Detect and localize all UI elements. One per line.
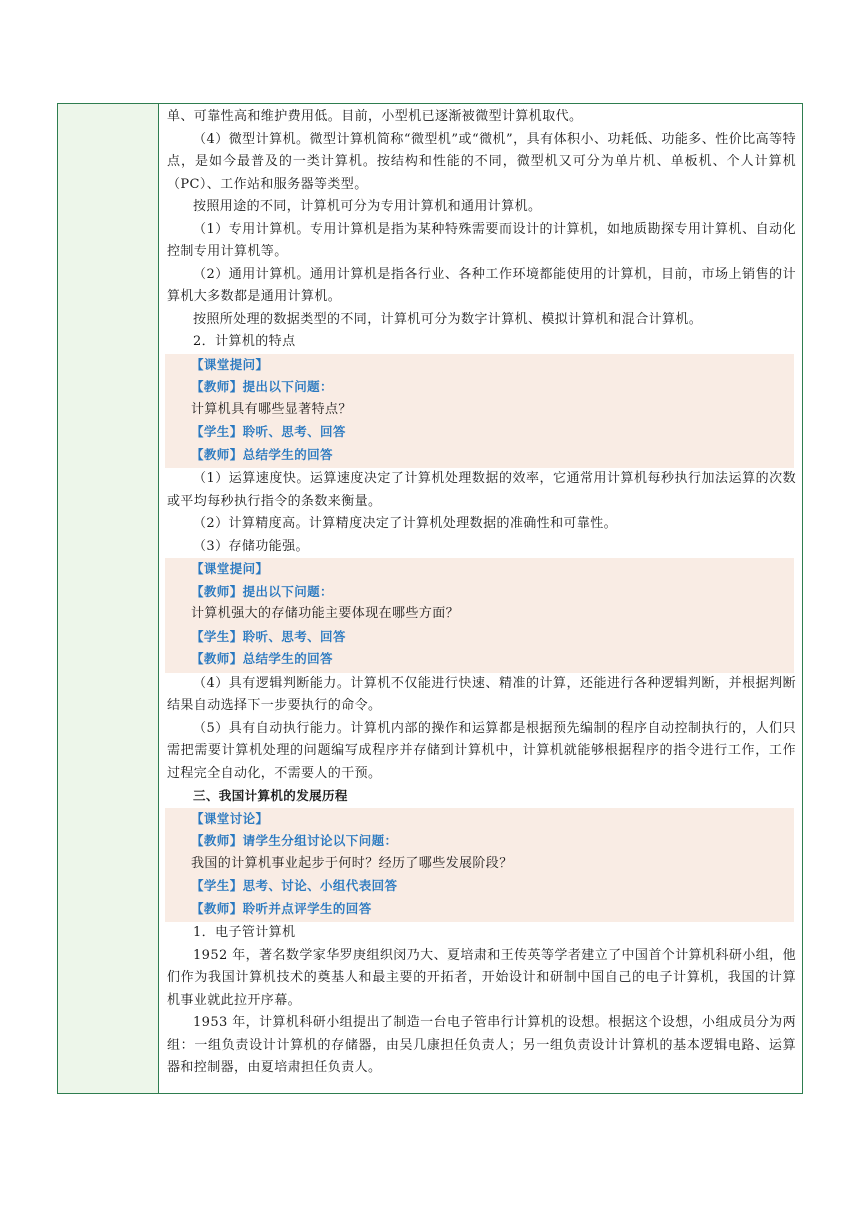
paragraph: 1953 年，计算机科研小组提出了制造一台电子管串行计算机的设想。根据这个设想，小组成员分为两组：一组负责设计计算机的存储器，由吴几康担任负责人；另一组负责设计计算机的基本逻辑电路、运算器和控制器，由夏培肃担任负责人。 <box>167 1015 796 1075</box>
teacher-prompt: 【教师】提出以下问题： <box>191 379 333 394</box>
paragraph: （2）计算精度高。计算精度决定了计算机处理数据的准确性和可靠性。 <box>193 516 618 531</box>
teacher-prompt: 【教师】请学生分组讨论以下问题： <box>191 833 398 848</box>
teacher-prompt: 【教师】提出以下问题： <box>191 583 333 599</box>
paragraph: 按照用途的不同，计算机可分为专用计算机和通用计算机。 <box>193 199 542 214</box>
paragraph: （2）通用计算机。通用计算机是指各行业、各种工作环境都能使用的计算机，目前，市场上销售的计算机大多数都是通用计算机。 <box>167 266 796 304</box>
question-text: 计算机具有哪些显著特点？ <box>191 401 352 417</box>
paragraph: 1952 年，著名数学家华罗庚组织闵乃大、夏培肃和王传英等学者建立了中国首个计算机科研小组，他们作为我国计算机技术的奠基人和最主要的开拓者，开始设计和研制中国自己的电子计算机，我国的计算机事业就此拉开序幕。 <box>167 947 796 1008</box>
teacher-summary: 【教师】总结学生的回答 <box>191 651 333 666</box>
box-label: 【课堂提问】 <box>191 356 269 372</box>
question-text: 计算机强大的存储功能主要体现在哪些方面？ <box>191 606 460 621</box>
paragraph: （4）具有逻辑判断能力。计算机不仅能进行快速、精准的计算，还能进行各种逻辑判断，并根据判断结果自动选择下一步要执行的命令。 <box>167 675 796 713</box>
teacher-summary: 【教师】聆听并点评学生的回答 <box>191 900 372 916</box>
box-label: 【课堂讨论】 <box>191 810 269 826</box>
lesson-table <box>57 103 803 1094</box>
table-left-column <box>58 104 159 1093</box>
paragraph: （1）运算速度快。运算速度决定了计算机处理数据的效率，它通常用计算机每秒执行加法运算的次数或平均每秒执行指令的条数来衡量。 <box>167 471 796 509</box>
section-heading: 三、我国计算机的发展历程 <box>193 788 348 803</box>
subheading: 1．电子管计算机 <box>193 925 296 940</box>
question-text: 我国的计算机事业起步于何时？经历了哪些发展阶段？ <box>191 855 513 871</box>
paragraph: （5）具有自动执行能力。计算机内部的操作和运算都是根据预先编制的程序自动控制执行的，人们只需把需要计算机处理的问题编写成程序并存储到计算机中，计算机就能够根据程序的指令进行工作，工作过程完全自动化，不需要人的干预。 <box>167 720 796 781</box>
student-action: 【学生】聆听、思考、回答 <box>191 628 346 644</box>
paragraph: （3）存储功能强。 <box>193 538 309 554</box>
student-action: 【学生】思考、讨论、小组代表回答 <box>191 878 398 893</box>
classroom-question-box <box>165 354 794 469</box>
paragraph: （1）专用计算机。专用计算机是指为某种特殊需要而设计的计算机，如地质勘探专用计算机、自动化控制专用计算机等。 <box>167 221 796 259</box>
paragraph: 按照所处理的数据类型的不同，计算机可分为数字计算机、模拟计算机和混合计算机。 <box>193 311 703 327</box>
classroom-discussion-box <box>165 808 794 923</box>
paragraph: 单、可靠性高和维护费用低。目前，小型机已逐渐被微型计算机取代。 <box>167 109 583 124</box>
student-action: 【学生】聆听、思考、回答 <box>191 424 346 439</box>
paragraph: （4）微型计算机。微型计算机简称“微型机”或“微机”，具有体积小、功耗低、功能多、性价比高等特点，是如今最普及的一类计算机。按结构和性能的不同，微型机又可分为单片机、单板机、个人计算机（PC）、工作站和服务器等类型。 <box>167 131 796 192</box>
box-label: 【课堂提问】 <box>191 561 269 576</box>
teacher-summary: 【教师】总结学生的回答 <box>191 446 333 462</box>
table-content-cell <box>159 104 802 1093</box>
subheading: 2．计算机的特点 <box>193 334 296 349</box>
classroom-question-box <box>165 558 794 673</box>
